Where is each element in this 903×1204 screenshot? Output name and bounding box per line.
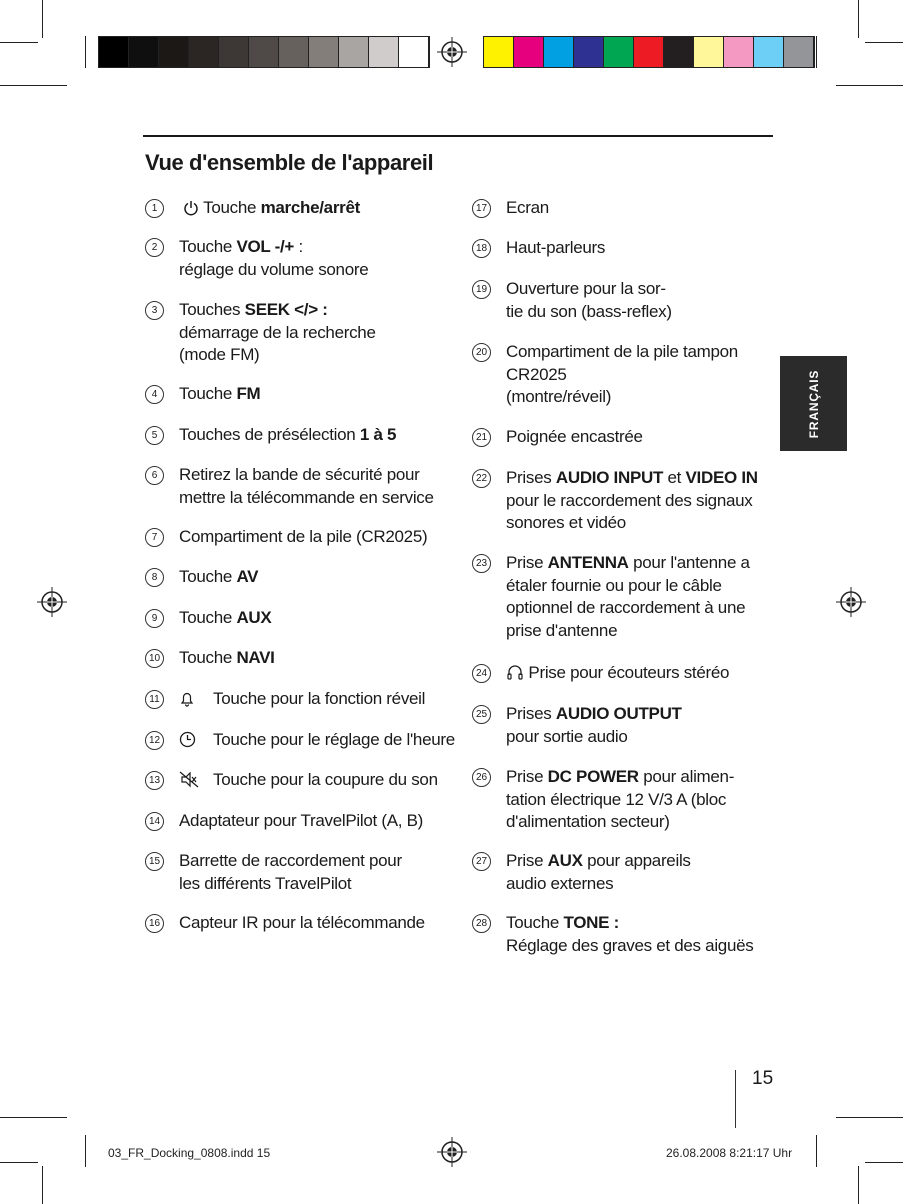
- item-number-badge: 12: [145, 731, 164, 750]
- power-icon: [183, 200, 199, 216]
- bell-icon: [179, 691, 195, 707]
- color-swatch: [754, 37, 784, 67]
- item-number-badge: 10: [145, 649, 164, 668]
- item-number-badge: 14: [145, 812, 164, 831]
- color-swatch: [514, 37, 544, 67]
- crop-mark: [42, 0, 43, 38]
- item-text: Touche marche/arrêt: [183, 197, 360, 220]
- item-text: Touche AV: [179, 567, 259, 586]
- headphones-icon: [506, 663, 524, 681]
- item-text: Prise pour écouteurs stéréo: [506, 662, 729, 685]
- item-number-badge: 26: [472, 768, 491, 787]
- crop-mark: [85, 1135, 86, 1167]
- color-bar-left: [98, 36, 430, 68]
- item-text: Prise DC POWER pour alimen- tation électrique 12 V/3 A (bloc d'alimentation secteur): [506, 767, 735, 831]
- color-swatch: [129, 37, 159, 67]
- item-number-badge: 1: [145, 199, 164, 218]
- item-text: Touche FM: [179, 384, 261, 403]
- registration-mark-icon: [437, 37, 467, 67]
- item-text: Compartiment de la pile (CR2025): [179, 527, 428, 546]
- crop-mark: [0, 1162, 38, 1163]
- item-number-badge: 9: [145, 609, 164, 628]
- registration-mark-icon: [836, 587, 866, 617]
- footer-file: 03_FR_Docking_0808.indd 15: [108, 1146, 271, 1160]
- color-swatch: [784, 37, 814, 67]
- item-text: Touche pour le réglage de l'heure: [179, 729, 455, 752]
- item-text: Retirez la bande de sécurité pour mettre la télécommande en service: [179, 465, 434, 507]
- item-number-badge: 21: [472, 428, 491, 447]
- color-swatch: [484, 37, 514, 67]
- crop-mark: [0, 85, 67, 86]
- item-text: Touche TONE : Réglage des graves et des aiguës: [506, 913, 754, 955]
- color-swatch: [219, 37, 249, 67]
- color-swatch: [99, 37, 129, 67]
- color-swatch: [339, 37, 369, 67]
- color-swatch: [634, 37, 664, 67]
- registration-mark-icon: [437, 1137, 467, 1167]
- item-number-badge: 11: [145, 690, 164, 709]
- item-number-badge: 28: [472, 914, 491, 933]
- item-text: Prises AUDIO OUTPUT pour sortie audio: [506, 704, 682, 746]
- color-swatch: [399, 37, 429, 67]
- item-text: Prises AUDIO INPUT et VIDEO IN pour le raccordement des signaux sonores et vidéo: [506, 468, 758, 532]
- item-number-badge: 7: [145, 528, 164, 547]
- item-text: Prise AUX pour appareils audio externes: [506, 851, 691, 893]
- language-tab: [780, 356, 847, 451]
- crop-mark: [0, 1117, 67, 1118]
- item-number-badge: 24: [472, 664, 491, 683]
- item-number-badge: 23: [472, 554, 491, 573]
- clock-icon: [179, 731, 196, 748]
- page-number-rule: [735, 1070, 736, 1128]
- item-number-badge: 15: [145, 852, 164, 871]
- crop-mark: [42, 1166, 43, 1204]
- item-number-badge: 22: [472, 469, 491, 488]
- color-swatch: [159, 37, 189, 67]
- crop-mark: [858, 0, 859, 38]
- crop-mark: [836, 85, 903, 86]
- crop-mark: [0, 42, 38, 43]
- color-swatch: [544, 37, 574, 67]
- registration-mark-icon: [37, 587, 67, 617]
- item-number-badge: 6: [145, 466, 164, 485]
- item-text: Touche VOL -/+ : réglage du volume sonore: [179, 237, 369, 279]
- crop-mark: [865, 42, 903, 43]
- crop-mark: [85, 36, 86, 68]
- crop-mark: [816, 1135, 817, 1167]
- item-number-badge: 25: [472, 705, 491, 724]
- color-swatch: [279, 37, 309, 67]
- mute-icon: [179, 771, 199, 788]
- language-tab-label: FRANÇAIS: [806, 369, 821, 438]
- item-text: Capteur IR pour la télécommande: [179, 913, 425, 932]
- color-swatch: [189, 37, 219, 67]
- item-number-badge: 3: [145, 301, 164, 320]
- item-number-badge: 2: [145, 238, 164, 257]
- item-text: Ecran: [506, 198, 549, 217]
- color-swatch: [724, 37, 754, 67]
- item-text: Touches SEEK </> : démarrage de la recherche (mode FM): [179, 300, 376, 364]
- item-text: Barrette de raccordement pour les différents TravelPilot: [179, 851, 402, 893]
- crop-mark: [836, 1117, 903, 1118]
- item-text: Haut-parleurs: [506, 238, 606, 257]
- item-number-badge: 13: [145, 771, 164, 790]
- item-number-badge: 5: [145, 426, 164, 445]
- footer-timestamp: 26.08.2008 8:21:17 Uhr: [666, 1146, 793, 1160]
- color-swatch: [574, 37, 604, 67]
- item-text: Poignée encastrée: [506, 427, 643, 446]
- item-number-badge: 17: [472, 199, 491, 218]
- item-number-badge: 19: [472, 280, 491, 299]
- color-swatch: [664, 37, 694, 67]
- item-text: Touche AUX: [179, 608, 272, 627]
- color-swatch: [369, 37, 399, 67]
- item-number-badge: 18: [472, 239, 491, 258]
- item-text: Compartiment de la pile tampon CR2025 (montre/réveil): [506, 342, 738, 406]
- item-text: Adaptateur pour TravelPilot (A, B): [179, 811, 423, 830]
- item-number-badge: 27: [472, 852, 491, 871]
- item-text: Ouverture pour la sor- tie du son (bass-reflex): [506, 279, 672, 321]
- crop-mark: [865, 1162, 903, 1163]
- color-swatch: [694, 37, 724, 67]
- item-text: Touche pour la coupure du son: [179, 769, 438, 792]
- item-text: Touche pour la fonction réveil: [179, 688, 425, 711]
- item-number-badge: 20: [472, 343, 491, 362]
- color-bar-right: [483, 36, 815, 68]
- item-number-badge: 4: [145, 385, 164, 404]
- item-text: Touches de présélection 1 à 5: [179, 425, 397, 444]
- color-swatch: [249, 37, 279, 67]
- item-text: Prise ANTENNA pour l'antenne a étaler fournie ou pour le câble optionnel de raccordement à une prise d'antenne: [506, 553, 750, 640]
- color-swatch: [604, 37, 634, 67]
- color-swatch: [309, 37, 339, 67]
- item-text: Touche NAVI: [179, 648, 275, 667]
- page-number: 15: [752, 1068, 774, 1089]
- item-number-badge: 16: [145, 914, 164, 933]
- crop-mark: [816, 36, 817, 68]
- section-rule: [143, 135, 773, 137]
- crop-mark: [858, 1166, 859, 1204]
- section-title: Vue d'ensemble de l'appareil: [145, 150, 434, 175]
- item-number-badge: 8: [145, 568, 164, 587]
